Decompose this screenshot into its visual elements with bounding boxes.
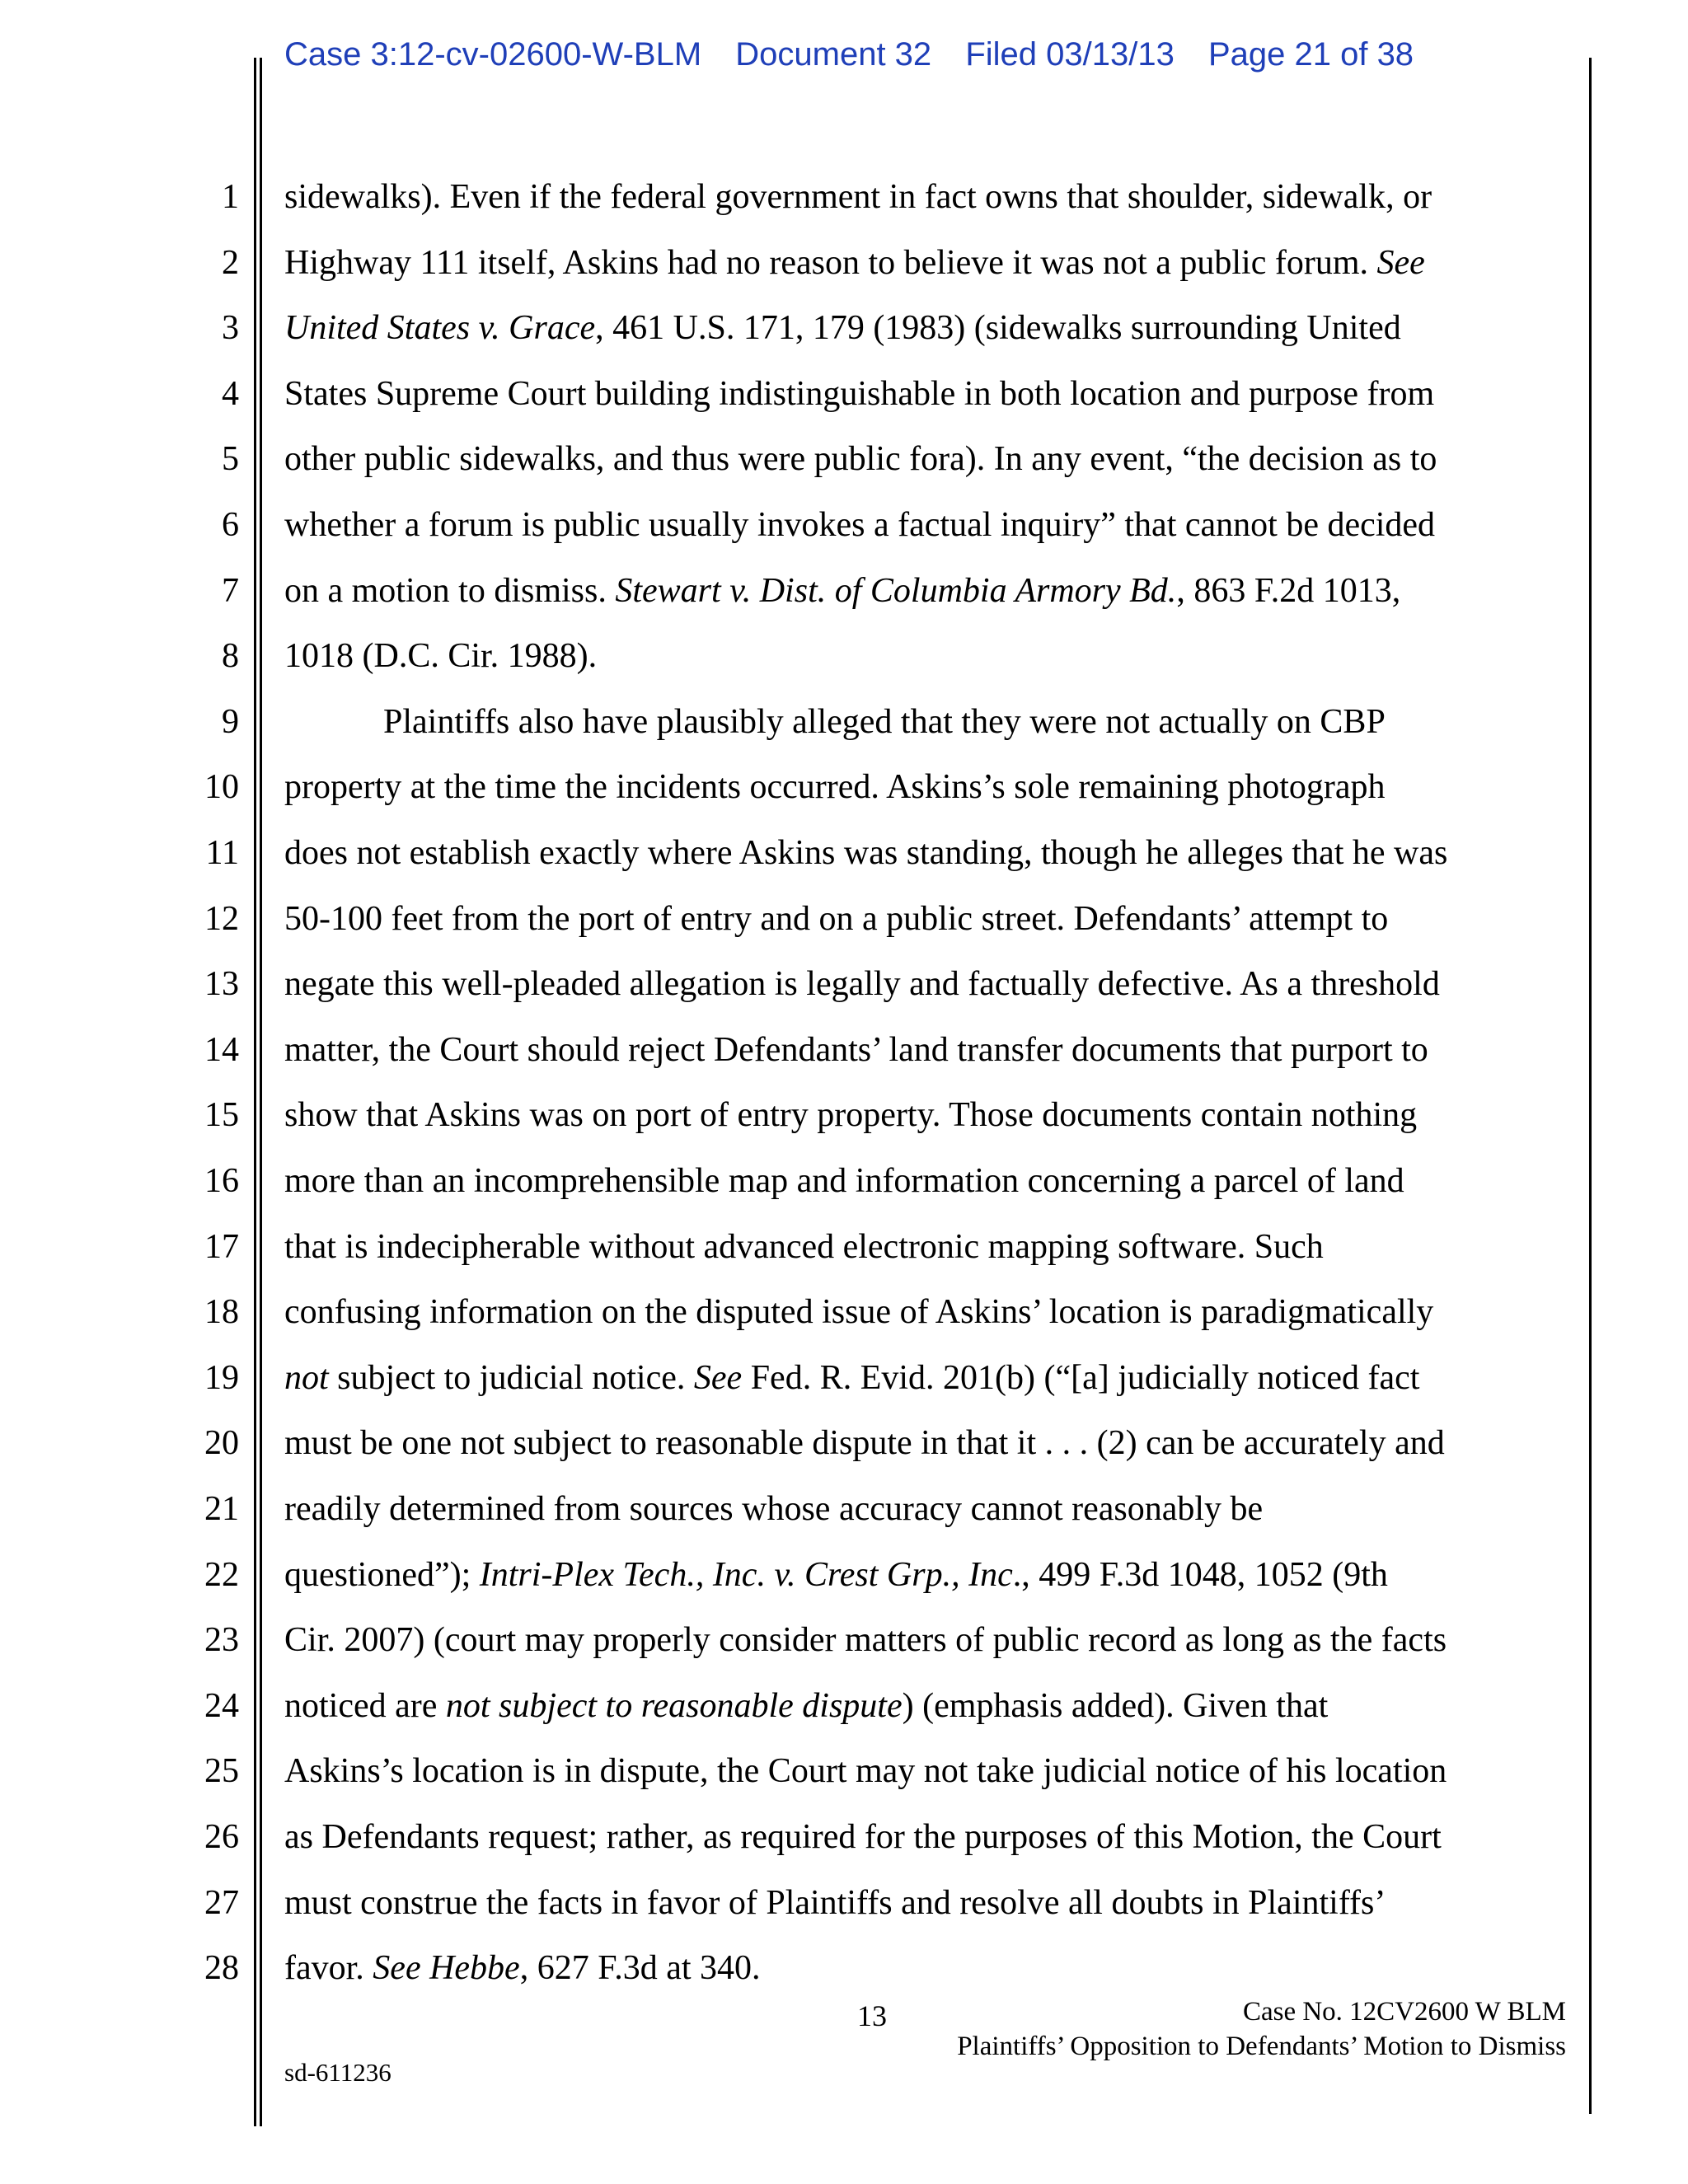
line-number: 23	[204, 1621, 239, 1660]
line-number: 5	[222, 440, 239, 479]
text-line	[284, 571, 1570, 610]
text-segment: whether a forum is public usually invokes a factual inquiry” that cannot be decided	[284, 506, 1436, 544]
italic-text: Intri-Plex Tech., Inc. v. Crest Grp., Inc	[479, 1555, 1013, 1594]
text-segment: Askins’s location is in dispute, the Court may not take judicial notice of his location	[284, 1752, 1447, 1791]
left-margin-rule-inner	[260, 58, 262, 2126]
line-number: 21	[204, 1490, 239, 1528]
text-segment: 1018 (D.C. Cir. 1988).	[284, 637, 598, 676]
header-page: Page 21 of 38	[1207, 36, 1414, 73]
text-line	[284, 508, 1570, 542]
line-number: 20	[204, 1424, 239, 1463]
footer-document-title: Plaintiffs’ Opposition to Defendants’ Motion to Dismiss	[957, 2032, 1566, 2061]
line-number: 16	[204, 1162, 239, 1200]
text-line	[284, 1164, 1570, 1198]
text-segment: Cir. 2007) (court may properly consider matters of public record as long as the facts	[284, 1621, 1447, 1660]
text-segment: noticed are	[284, 1686, 446, 1725]
text-segment: ) (emphasis added). Given that	[902, 1686, 1329, 1725]
text-line	[284, 1096, 1570, 1135]
line-number: 2	[222, 243, 239, 282]
footer-doc-id: sd-611236	[284, 2058, 392, 2087]
text-segment: Fed. R. Evid. 201(b) (“[a] judicially noticed fact	[742, 1358, 1420, 1397]
text-segment: readily determined from sources whose accuracy cannot reasonably be	[284, 1490, 1264, 1528]
text-line	[284, 1949, 1570, 1988]
text-line	[284, 180, 1570, 214]
text-segment: , 461 U.S. 171, 179 (1983) (sidewalks surrounding United	[595, 309, 1401, 348]
text-line	[284, 1555, 1570, 1594]
text-line	[284, 1686, 1570, 1725]
text-line	[284, 440, 1570, 479]
line-number: 6	[222, 506, 239, 544]
text-line	[284, 836, 1570, 870]
header-case-number: Case 3:12-cv-02600-W-BLM	[284, 36, 702, 73]
text-segment: , 627 F.3d at 340.	[519, 1949, 761, 1988]
text-segment: confusing information on the disputed issue of Askins’ location is paradigmatically	[284, 1293, 1434, 1332]
text-line	[284, 1752, 1570, 1791]
header-document: Document 32	[735, 36, 932, 73]
italic-text: See	[693, 1358, 743, 1397]
text-line	[284, 899, 1570, 938]
text-line	[284, 1424, 1570, 1463]
right-margin-rule	[1589, 58, 1592, 2114]
text-line	[284, 1030, 1570, 1069]
line-number: 8	[222, 637, 239, 676]
text-segment: sidewalks). Even if the federal government in fact owns that shoulder, sidewalk, or	[284, 178, 1432, 216]
text-segment: States Supreme Court building indistinguishable in both location and purpose from	[284, 374, 1435, 413]
text-segment: must construe the facts in favor of Plaintiffs and resolve all doubts in Plaintiffs’	[284, 1883, 1386, 1922]
line-number: 18	[204, 1293, 239, 1332]
line-number: 12	[204, 899, 239, 938]
text-segment: negate this well-pleaded allegation is legally and factually defective. As a threshold	[284, 965, 1440, 1004]
case-header	[284, 36, 1438, 73]
text-line	[284, 637, 1570, 676]
text-line	[284, 702, 1570, 741]
footer-case-number: Case No. 12CV2600 W BLM	[1242, 1997, 1566, 2027]
text-segment: Highway 111 itself, Askins had no reason to believe it was not a public forum.	[284, 243, 1377, 282]
text-segment: more than an incomprehensible map and information concerning a parcel of land	[284, 1162, 1404, 1200]
line-number: 11	[205, 834, 239, 872]
text-segment: must be one not subject to reasonable dispute in that it . . . (2) can be accurately and	[284, 1424, 1445, 1463]
italic-text: See	[1376, 243, 1425, 282]
text-line	[284, 768, 1570, 807]
line-number: 22	[204, 1555, 239, 1594]
line-number: 4	[222, 374, 239, 413]
line-number: 27	[204, 1883, 239, 1922]
text-line	[284, 1227, 1570, 1266]
line-number: 26	[204, 1818, 239, 1856]
line-number: 17	[204, 1227, 239, 1266]
line-number: 28	[204, 1949, 239, 1988]
line-number: 9	[222, 702, 239, 741]
text-segment: does not establish exactly where Askins was standing, though he alleges that he was	[284, 834, 1448, 872]
text-line	[284, 965, 1570, 1004]
text-line	[284, 1820, 1570, 1854]
footer-case-info	[957, 1994, 1566, 2064]
footer-page-number: 13	[857, 1999, 887, 2032]
header-filed-date: Filed 03/13/13	[965, 36, 1175, 73]
text-segment: 50-100 feet from the port of entry and on a public street. Defendants’ attempt to	[284, 899, 1389, 938]
text-segment: Plaintiffs also have plausibly alleged that they were not actually on CBP	[383, 702, 1386, 741]
text-line	[284, 374, 1570, 413]
line-number: 14	[204, 1030, 239, 1069]
text-segment: favor.	[284, 1949, 373, 1988]
italic-text: not subject to reasonable dispute	[445, 1686, 903, 1725]
text-segment: ., 499 F.3d 1048, 1052 (9th	[1012, 1555, 1388, 1594]
line-number: 3	[222, 309, 239, 348]
text-segment: subject to judicial notice.	[328, 1358, 694, 1397]
line-number: 24	[204, 1686, 239, 1725]
text-segment: matter, the Court should reject Defendants’ land transfer documents that purport to	[284, 1030, 1428, 1069]
italic-text: See Hebbe	[373, 1949, 520, 1988]
text-line	[284, 309, 1570, 348]
text-segment: property at the time the incidents occurred. Askins’s sole remaining photograph	[284, 768, 1386, 807]
italic-text: United States v. Grace	[284, 309, 596, 348]
italic-text: not	[284, 1358, 329, 1397]
italic-text: Stewart v. Dist. of Columbia Armory Bd.	[615, 571, 1177, 610]
text-line	[284, 243, 1570, 282]
text-segment: other public sidewalks, and thus were public fora). In any event, “the decision as to	[284, 440, 1437, 479]
left-margin-rule-outer	[254, 58, 256, 2126]
line-number: 15	[204, 1096, 239, 1135]
text-segment: that is indecipherable without advanced electronic mapping software. Such	[284, 1227, 1324, 1266]
line-number: 13	[204, 965, 239, 1004]
text-segment: on a motion to dismiss.	[284, 571, 616, 610]
line-number: 10	[204, 768, 239, 807]
line-number: 25	[204, 1752, 239, 1791]
text-line	[284, 1492, 1570, 1526]
text-line	[284, 1621, 1570, 1660]
text-line	[284, 1293, 1570, 1332]
text-segment: as Defendants request; rather, as required for the purposes of this Motion, the Court	[284, 1818, 1442, 1856]
text-segment: show that Askins was on port of entry property. Those documents contain nothing	[284, 1096, 1418, 1135]
text-line	[284, 1883, 1570, 1922]
text-line	[284, 1358, 1570, 1397]
line-number: 19	[204, 1358, 239, 1397]
line-number: 7	[222, 571, 239, 610]
text-segment: questioned”);	[284, 1555, 480, 1594]
text-segment: , 863 F.2d 1013,	[1176, 571, 1401, 610]
line-number: 1	[222, 178, 239, 216]
